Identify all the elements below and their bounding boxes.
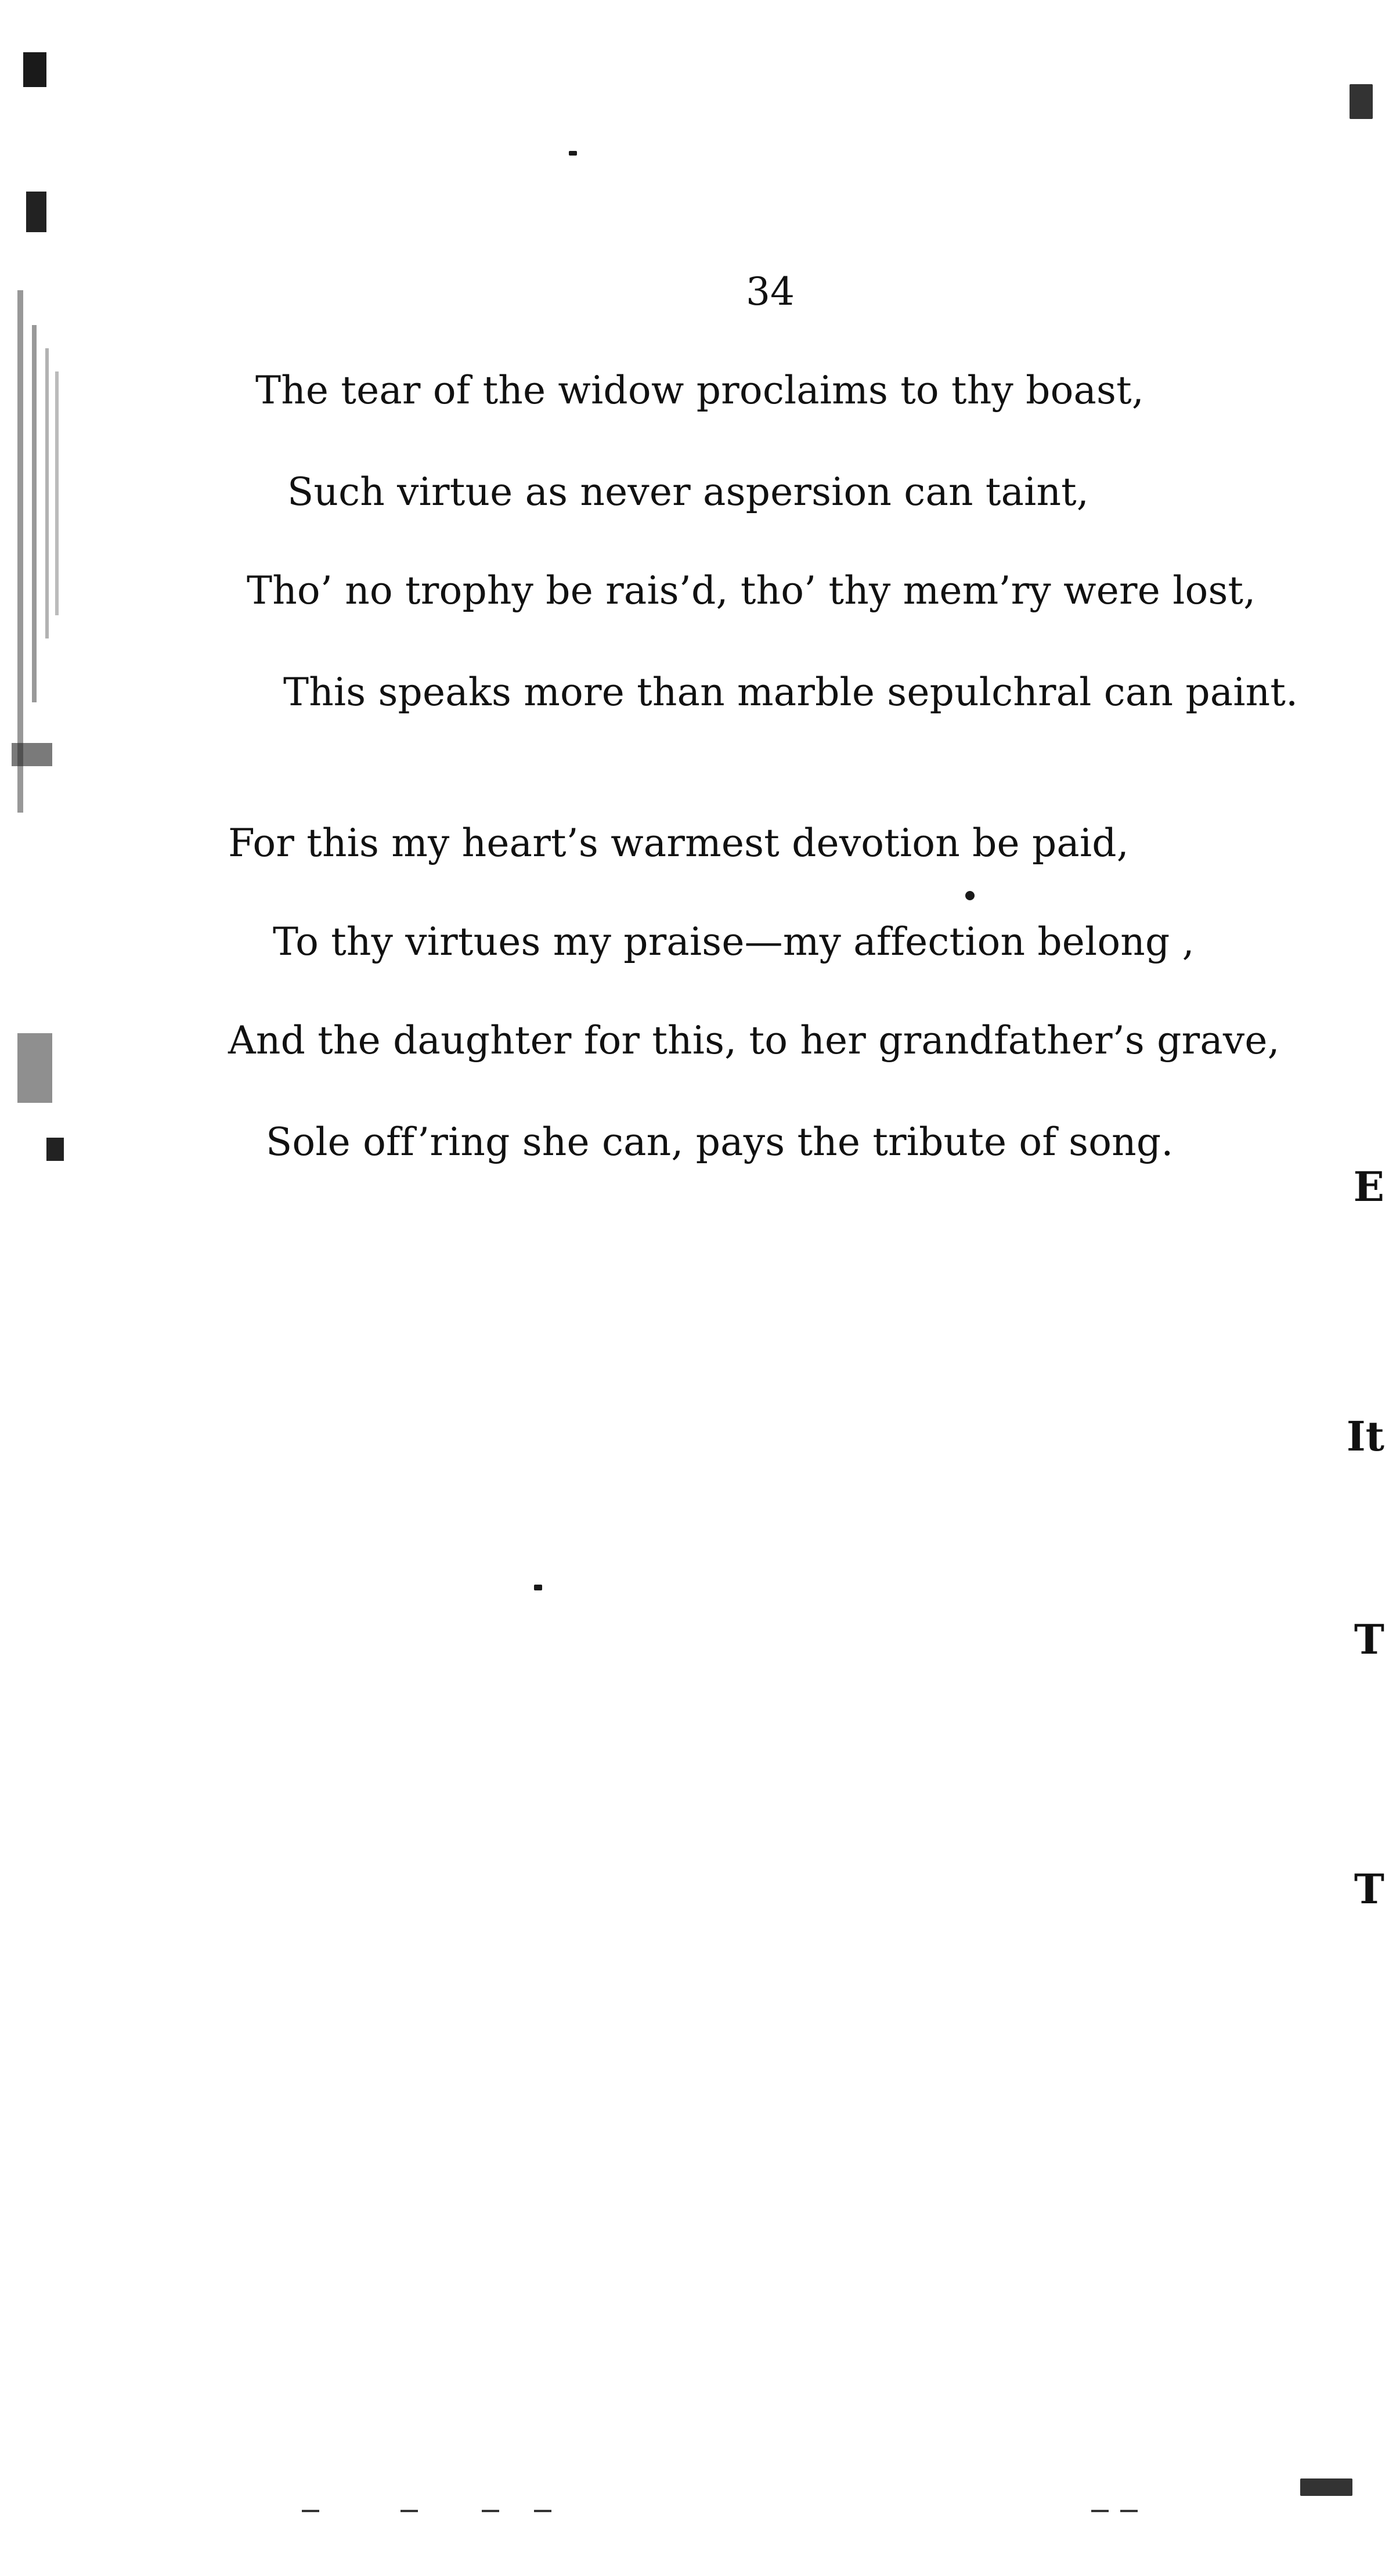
- scan-speck: [1300, 2478, 1352, 2496]
- scan-speck: [569, 151, 577, 156]
- scan-noise-left-margin: [0, 46, 81, 1381]
- verse-line: And the daughter for this, to her grandfather’s grave,: [228, 1018, 1280, 1063]
- verse-line: To thy virtues my praise—my affection belong ,: [273, 919, 1195, 964]
- verse-line: This speaks more than marble sepulchral can paint.: [283, 670, 1298, 715]
- scan-noise-footer: [290, 2508, 1219, 2519]
- verse-line: Sole off’ring she can, pays the tribute of song.: [266, 1120, 1174, 1164]
- verse-line: Tho’ no trophy be rais’d, tho’ thy mem’ry were lost,: [247, 568, 1256, 613]
- scan-speck: [534, 1585, 542, 1590]
- bleed-through-letter: T: [1354, 1615, 1384, 1664]
- scan-speck: [1350, 84, 1373, 119]
- scan-speck: [965, 891, 975, 900]
- page-number: 34: [746, 269, 795, 314]
- bleed-through-letter: It: [1346, 1412, 1384, 1460]
- verse-line: The tear of the widow proclaims to thy boast,: [255, 368, 1145, 413]
- verse-line: Such virtue as never aspersion can taint,: [287, 470, 1089, 514]
- verse-line: For this my heart’s warmest devotion be paid,: [228, 821, 1129, 865]
- bleed-through-letter: E: [1353, 1163, 1384, 1211]
- bleed-through-letter: T: [1354, 1865, 1384, 1913]
